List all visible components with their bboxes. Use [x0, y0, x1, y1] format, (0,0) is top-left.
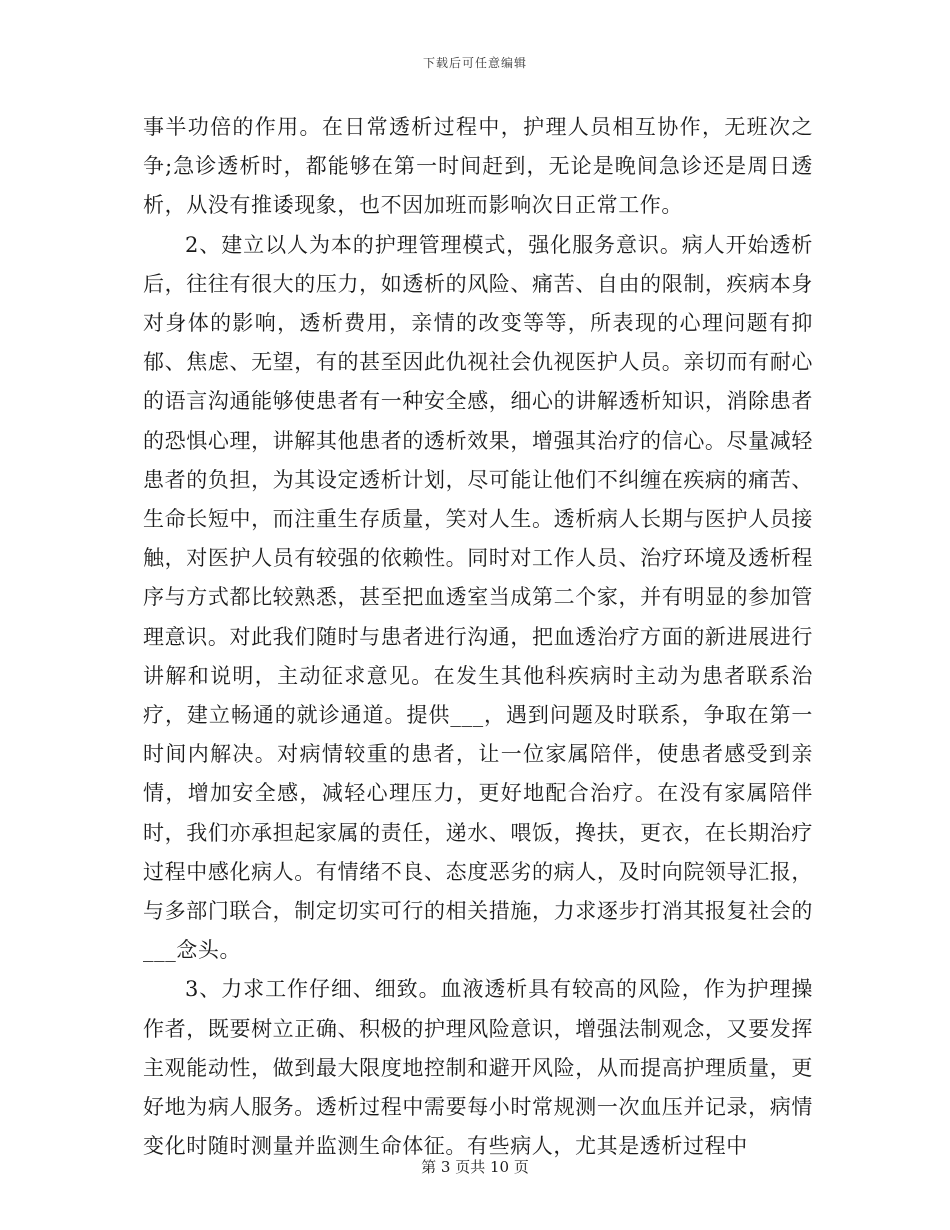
page-footer: 第 3 页共 10 页 [421, 1158, 529, 1176]
paragraph-section-2: 2、建立以人为本的护理管理模式，强化服务意识。病人开始透析后，往往有很大的压力，如透析的风险、痛苦、自由的限制，疾病本身对身体的影响，透析费用，亲情的改变等等，所表现的心理问题有抑郁、焦虑、无望，有的甚至因此仇视社会仇视医护人员。亲切而有耐心的语言沟通能够使患者有一种安全感，细心的讲解透析知识，消除患者的恐惧心理，讲解其他患者的透析效果，增强其治疗的信心。尽量减轻患者的负担，为其设定透析计划，尽可能让他们不纠缠在疾病的痛苦、生命长短中，而注重生存质量，笑对人生。透析病人长期与医护人员接触，对医护人员有较强的依赖性。同时对工作人员、治疗环境及透析程序与方式都比较熟悉，甚至把血透室当成第二个家，并有明显的参加管理意识。对此我们随时与患者进行沟通，把血透治疗方面的新进展进行讲解和说明，主动征求意见。在发生其他科疾病时主动为患者联系治疗，建立畅通的就诊通道。提供___，遇到问题及时联系，争取在第一时间内解决。对病情较重的患者，让一位家属陪伴，使患者感受到亲情，增加安全感，减轻心理压力，更好地配合治疗。在没有家属陪伴时，我们亦承担起家属的责任，递水、喂饭，搀扶，更衣，在长期治疗过程中感化病人。有情绪不良、态度恶劣的病人，及时向院领导汇报，与多部门联合，制定切实可行的相关措施，力求逐步打消其报复社会的___念头。 [143, 232, 813, 963]
document-body [143, 108, 813, 1166]
paragraph-section-3: 3、力求工作仔细、细致。血液透析具有较高的风险，作为护理操作者，既要树立正确、积极的护理风险意识，增强法制观念，又要发挥主观能动性，做到最大限度地控制和避开风险，从而提高护理质量，更好地为病人服务。透析过程中需要每小时常规测一次血压并记录，病情变化时随时测量并监测生命体征。有些病人，尤其是透析过程中 [143, 977, 813, 1159]
page-header: 下载后可任意编辑 [422, 56, 527, 70]
paragraph-continuation: 事半功倍的作用。在日常透析过程中，护理人员相互协作，无班次之争;急诊透析时，都能够在第一时间赶到，无论是晚间急诊还是周日透析，从没有推诿现象，也不因加班而影响次日正常工作。 [143, 115, 813, 218]
